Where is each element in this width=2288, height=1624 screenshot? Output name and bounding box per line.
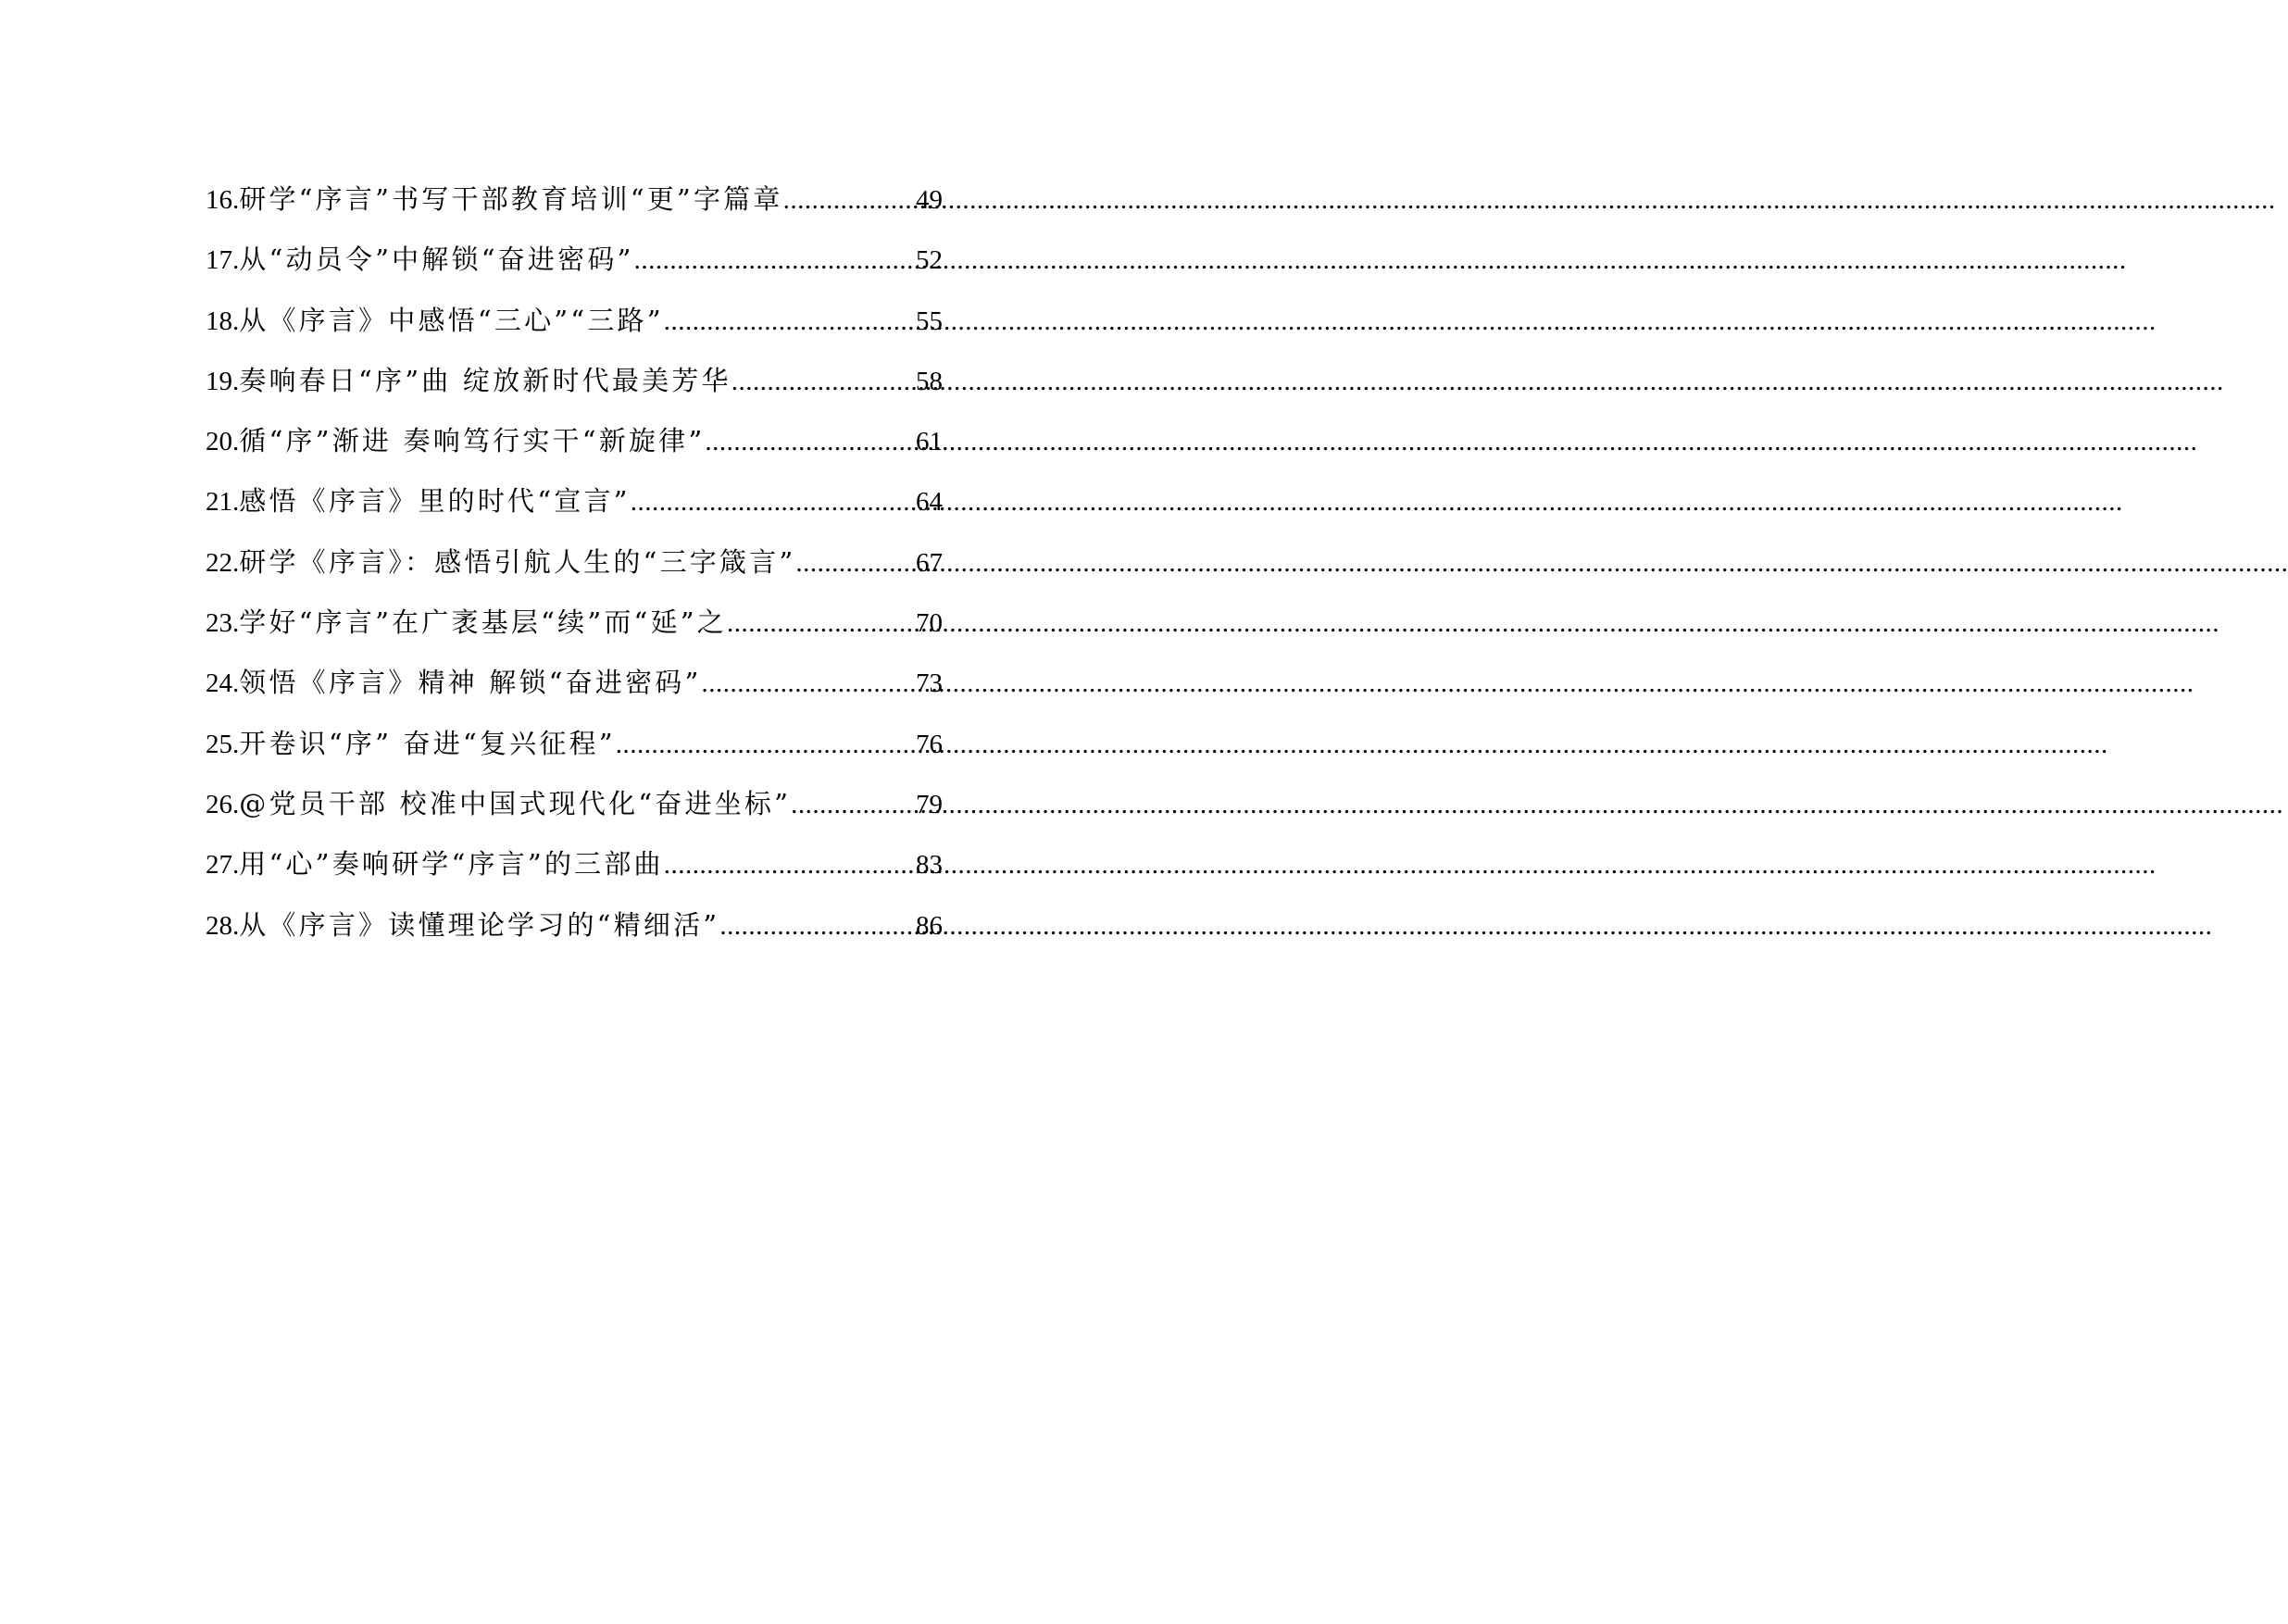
toc-entry-18[interactable] [206,291,943,351]
toc-entry-number: 28. [206,910,240,941]
toc-entry-page-number: 76 [916,729,943,759]
toc-entry-page-number: 83 [916,850,943,881]
toc-entry-number: 23. [206,608,240,639]
toc-dot-leader [783,170,915,231]
toc-entry-title: 学好“序言”在广袤基层“续”而“延”之 [239,606,728,639]
toc-entry-page-number: 79 [916,789,943,819]
toc-entry-title: 从“动员令”中解锁“奋进密码” [239,244,634,276]
toc-entry-title: 奏响春日“序”曲 绽放新时代最美芳华 [239,364,731,396]
toc-entry-title: 感悟《序言》里的时代“宣言” [239,485,631,518]
toc-entry-title: 领悟《序言》精神 解锁“奋进密码” [239,667,702,699]
toc-dot-leader [664,292,915,352]
toc-entry-title: @党员干部 校准中国式现代化“奋进坐标” [239,787,792,819]
toc-entry-page-number: 52 [916,245,943,276]
toc-entry-number: 24. [206,668,240,699]
toc-entry-17[interactable] [206,230,943,290]
toc-entry-page-number: 64 [916,487,943,518]
toc-entry-22[interactable] [206,532,943,593]
toc-entry-number: 17. [206,245,240,276]
toc-dot-leader [795,533,915,593]
toc-entry-21[interactable] [206,471,943,531]
toc-entry-number: 20. [206,427,240,457]
toc-entry-page-number: 86 [916,910,943,941]
toc-entry-number: 25. [206,729,240,759]
toc-entry-26[interactable] [206,774,943,834]
toc-entry-title: 用“心”奏响研学“序言”的三部曲 [239,848,664,881]
toc-entry-20[interactable] [206,411,943,471]
toc-entry-title: 从《序言》中感悟“三心”“三路” [239,304,664,336]
toc-entry-page-number: 70 [916,608,943,639]
toc-entry-24[interactable] [206,653,943,713]
toc-entry-number: 19. [206,366,240,396]
toc-entry-28[interactable] [206,895,943,956]
toc-entry-16[interactable] [206,169,943,230]
toc-dot-leader [702,654,915,714]
toc-dot-leader [664,835,915,895]
table-of-contents [206,169,943,956]
toc-entry-number: 18. [206,306,240,336]
toc-dot-leader [727,593,915,654]
toc-dot-leader [791,775,915,835]
toc-entry-page-number: 61 [916,427,943,457]
toc-dot-leader [705,412,915,472]
toc-entry-27[interactable] [206,834,943,894]
toc-entry-23[interactable] [206,593,943,653]
toc-dot-leader [616,715,915,775]
toc-entry-number: 22. [206,547,240,578]
toc-entry-page-number: 49 [916,185,943,215]
toc-dot-leader [731,352,915,412]
toc-entry-page-number: 67 [916,547,943,578]
toc-entry-title: 研学“序言”书写干部教育培训“更”字篇章 [239,183,783,215]
toc-entry-title: 研学《序言》：感悟引航人生的“三字箴言” [239,545,796,578]
toc-entry-number: 21. [206,487,240,518]
toc-dot-leader [634,231,915,291]
toc-entry-page-number: 55 [916,306,943,336]
toc-entry-number: 26. [206,789,240,819]
toc-entry-19[interactable] [206,351,943,411]
toc-entry-title: 从《序言》读懂理论学习的“精细活” [239,908,720,941]
toc-entry-number: 16. [206,185,240,215]
toc-entry-number: 27. [206,850,240,881]
toc-entry-25[interactable] [206,714,943,774]
toc-entry-page-number: 58 [916,366,943,396]
toc-entry-title: 循“序”渐进 奏响笃行实干“新旋律” [239,425,706,457]
toc-entry-title: 开卷识“序” 奋进“复兴征程” [239,727,616,759]
toc-entry-page-number: 73 [916,668,943,699]
toc-dot-leader [631,472,915,532]
toc-dot-leader [719,896,915,956]
